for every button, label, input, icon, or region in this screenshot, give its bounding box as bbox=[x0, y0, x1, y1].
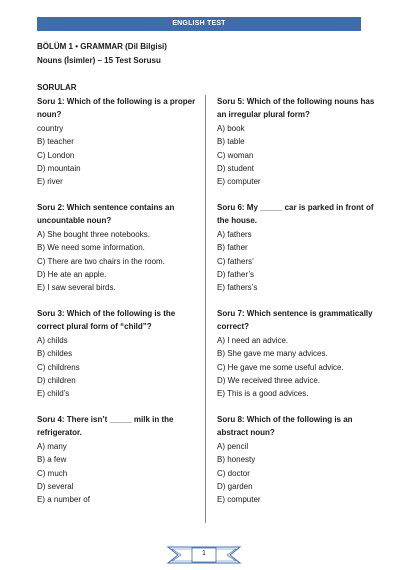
answer-option: A) childs bbox=[37, 335, 68, 345]
question-text: Soru 6: My _____ car is parked in front of the house. bbox=[217, 203, 374, 226]
test-title-bar bbox=[37, 17, 361, 31]
answer-option: E) river bbox=[37, 177, 63, 187]
answer-option: C) fathers’ bbox=[217, 256, 254, 266]
answer-option: E) computer bbox=[217, 177, 261, 187]
question-block bbox=[37, 307, 197, 401]
question-block bbox=[217, 307, 377, 401]
answer-option: C) childrens bbox=[37, 362, 80, 372]
answer-option: D) mountain bbox=[37, 164, 81, 174]
answer-option: D) student bbox=[217, 164, 254, 174]
section-heading: BÖLÜM 1 • GRAMMAR (Dil Bilgisi) bbox=[37, 42, 167, 51]
question-text: Soru 1: Which of the following is a proper noun? bbox=[37, 97, 196, 120]
questions-label: SORULAR bbox=[37, 83, 77, 92]
answer-option: D) We received three advice. bbox=[217, 376, 321, 386]
answer-option: B) We need some information. bbox=[37, 243, 145, 253]
column-divider bbox=[205, 95, 206, 523]
question-text: Soru 8: Which of the following is an abstract noun? bbox=[217, 415, 353, 438]
answer-option: E) I saw several birds. bbox=[37, 283, 116, 293]
answer-option: A) fathers bbox=[217, 229, 252, 239]
question-block bbox=[217, 95, 377, 189]
test-title: ENGLISH TEST bbox=[172, 20, 226, 27]
answer-option: E) This is a good advices. bbox=[217, 389, 309, 399]
page-number-ribbon bbox=[166, 544, 242, 566]
question-text: Soru 2: Which sentence contains an uncountable noun? bbox=[37, 203, 175, 226]
answer-option: A) She bought three notebooks. bbox=[37, 229, 150, 239]
answer-option: C) much bbox=[37, 468, 68, 478]
answer-option: C) London bbox=[37, 150, 75, 160]
section-subheading: Nouns (İsimler) – 15 Test Sorusu bbox=[37, 56, 161, 65]
question-block bbox=[37, 413, 197, 507]
question-block bbox=[37, 201, 197, 295]
answer-option: C) He gave me some useful advice. bbox=[217, 362, 344, 372]
answer-option: A) book bbox=[217, 123, 245, 133]
question-text: Soru 5: Which of the following nouns has an irregular plural form? bbox=[217, 97, 375, 120]
question-text: Soru 3: Which of the following is the correct plural form of “child”? bbox=[37, 309, 176, 332]
question-block bbox=[217, 413, 377, 507]
answer-option: B) father bbox=[217, 243, 248, 253]
question-block bbox=[37, 95, 197, 189]
answer-option: B) teacher bbox=[37, 137, 74, 147]
answer-option: E) fathers’s bbox=[217, 283, 258, 293]
answer-option: E) computer bbox=[217, 495, 261, 505]
answer-option: A) I need an advice. bbox=[217, 335, 289, 345]
answer-option: B) a few bbox=[37, 455, 67, 465]
answer-option: D) father’s bbox=[217, 270, 255, 280]
answer-option: country bbox=[37, 123, 64, 133]
answer-option: B) She gave me many advices. bbox=[217, 349, 328, 359]
answer-option: E) a number of bbox=[37, 495, 90, 505]
question-text: Soru 4: There isn’t _____ milk in the refrigerator. bbox=[37, 415, 174, 438]
answer-option: A) many bbox=[37, 441, 67, 451]
question-text: Soru 7: Which sentence is grammatically correct? bbox=[217, 309, 373, 332]
answer-option: D) several bbox=[37, 482, 74, 492]
answer-option: A) pencil bbox=[217, 441, 249, 451]
answer-option: D) children bbox=[37, 376, 76, 386]
answer-option: C) woman bbox=[217, 150, 254, 160]
answer-option: B) table bbox=[217, 137, 245, 147]
question-block bbox=[217, 201, 377, 295]
answer-option: B) honesty bbox=[217, 455, 256, 465]
answer-option: C) doctor bbox=[217, 468, 250, 478]
answer-option: D) garden bbox=[217, 482, 253, 492]
answer-option: C) There are two chairs in the room. bbox=[37, 256, 165, 266]
answer-option: D) He ate an apple. bbox=[37, 270, 107, 280]
answer-option: E) child’s bbox=[37, 389, 70, 399]
answer-option: B) childes bbox=[37, 349, 73, 359]
page-number: 1 bbox=[202, 550, 206, 557]
